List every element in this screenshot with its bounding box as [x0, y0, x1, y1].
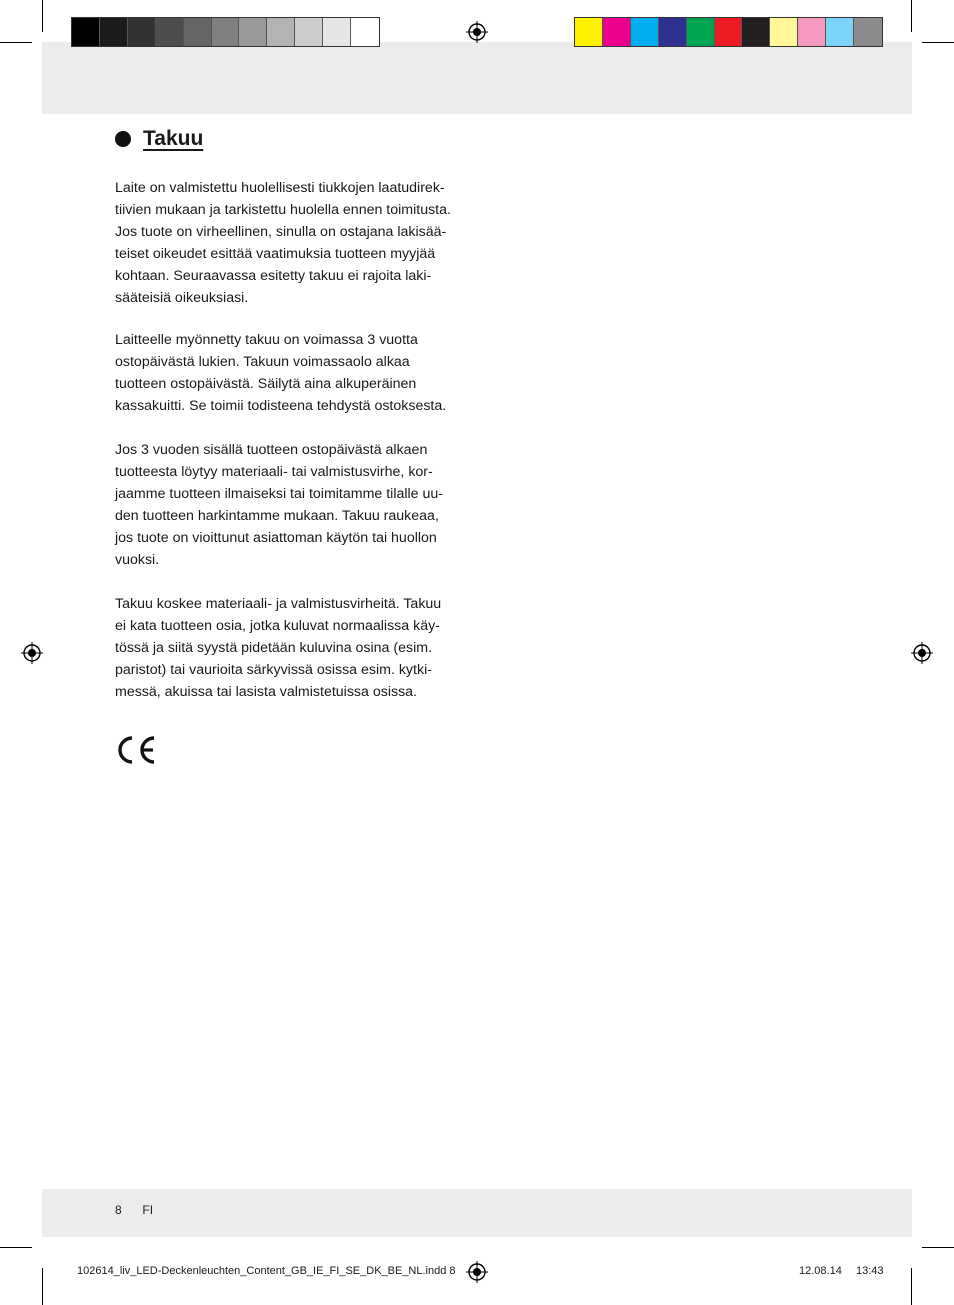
paragraph-line: tiivien mukaan ja tarkistettu huolella ennen toimitusta.: [115, 202, 451, 218]
registration-mark-icon: [21, 642, 43, 664]
crop-mark: [911, 1268, 912, 1305]
color-swatch: [854, 18, 882, 46]
paragraph-line: Laitteelle myönnetty takuu on voimassa 3 vuotta: [115, 332, 418, 348]
registration-mark-icon: [466, 21, 488, 43]
registration-mark-icon: [466, 1261, 488, 1283]
color-swatch: [742, 18, 770, 46]
paragraph-line: tuotteen ostopäivästä. Säilytä aina alkuperäinen: [115, 376, 417, 392]
paragraph-line: paristot) tai vaurioita särkyvissä osissa esim. kytki-: [115, 662, 432, 678]
ce-mark-icon: [114, 735, 158, 765]
header-band: [42, 42, 912, 114]
color-swatch: [715, 18, 743, 46]
paragraph-line: messä, akuissa tai lasista valmistetuissa osissa.: [115, 684, 417, 700]
paragraph-line: den tuotteen harkintamme mukaan. Takuu raukeaa,: [115, 508, 439, 524]
page-number: 8: [115, 1203, 122, 1217]
process-color-bar: [574, 17, 883, 47]
paragraph-line: tuotteesta löytyy materiaali- tai valmistusvirhe, kor-: [115, 464, 433, 480]
registration-mark-icon: [911, 642, 933, 664]
paragraph-line: jaamme tuotteen ilmaiseksi tai toimitamme tilalle uu-: [115, 486, 444, 502]
color-swatch: [575, 18, 603, 46]
page-footer: [115, 1203, 153, 1217]
language-code: FI: [142, 1203, 154, 1217]
color-swatch: [323, 18, 351, 46]
paragraph-line: kassakuitti. Se toimii todisteena tehdystä ostoksesta.: [115, 398, 447, 414]
paragraph-line: sääteisiä oikeuksiasi.: [115, 290, 249, 306]
color-swatch: [295, 18, 323, 46]
crop-mark: [911, 0, 912, 32]
slug-filename: 102614_liv_LED-Deckenleuchten_Content_GB_IE_FI_SE_DK_BE_NL.indd 8: [77, 1265, 456, 1277]
color-swatch: [659, 18, 687, 46]
slug-time: 13:43: [855, 1265, 884, 1277]
paragraph-line: teiset oikeudet esittää vaatimuksia tuotteen myyjää: [115, 246, 436, 262]
color-swatch: [128, 18, 156, 46]
paragraph-line: tössä ja siitä syystä pidetään kuluvina osina (esim.: [115, 640, 433, 656]
color-swatch: [212, 18, 240, 46]
paragraph-line: Jos tuote on virheellinen, sinulla on ostajana lakisää-: [115, 224, 447, 240]
slug-date: 12.08.14: [799, 1265, 842, 1277]
footer-band: [42, 1189, 912, 1237]
color-swatch: [687, 18, 715, 46]
color-swatch: [100, 18, 128, 46]
paragraph-line: jos tuote on vioittunut asiattoman käytön tai huollon: [115, 530, 437, 546]
paragraph-line: ei kata tuotteen osia, jotka kuluvat normaalissa käy-: [115, 618, 440, 634]
warranty-paragraph: [115, 439, 475, 571]
color-swatch: [631, 18, 659, 46]
paragraph-line: vuoksi.: [115, 552, 160, 568]
slug-timestamp: [799, 1265, 883, 1277]
crop-mark: [922, 42, 954, 43]
crop-mark: [42, 1268, 43, 1305]
bullet-icon: [115, 131, 131, 147]
color-swatch: [156, 18, 184, 46]
paragraph-line: kohtaan. Seuraavassa esitetty takuu ei rajoita laki-: [115, 268, 432, 284]
section-title: Takuu: [143, 127, 204, 150]
crop-mark: [0, 42, 32, 43]
crop-mark: [0, 1247, 32, 1248]
paragraph-line: Takuu koskee materiaali- ja valmistusvirheitä. Takuu: [115, 596, 442, 612]
crop-mark: [922, 1247, 954, 1248]
color-swatch: [770, 18, 798, 46]
color-swatch: [351, 18, 379, 46]
color-swatch: [72, 18, 100, 46]
crop-mark: [42, 0, 43, 32]
paragraph-line: Laite on valmistettu huolellisesti tiukkojen laatudirek-: [115, 180, 445, 196]
color-swatch: [603, 18, 631, 46]
color-swatch: [826, 18, 854, 46]
color-swatch: [798, 18, 826, 46]
paragraph-line: ostopäivästä lukien. Takuun voimassaolo alkaa: [115, 354, 410, 370]
color-swatch: [239, 18, 267, 46]
color-swatch: [184, 18, 212, 46]
warranty-paragraph: [115, 329, 475, 417]
warranty-paragraph: [115, 593, 475, 703]
paragraph-line: Jos 3 vuoden sisällä tuotteen ostopäivästä alkaen: [115, 442, 428, 458]
warranty-paragraph: [115, 177, 475, 309]
color-swatch: [267, 18, 295, 46]
section-heading: [115, 127, 203, 151]
grayscale-color-bar: [71, 17, 380, 47]
